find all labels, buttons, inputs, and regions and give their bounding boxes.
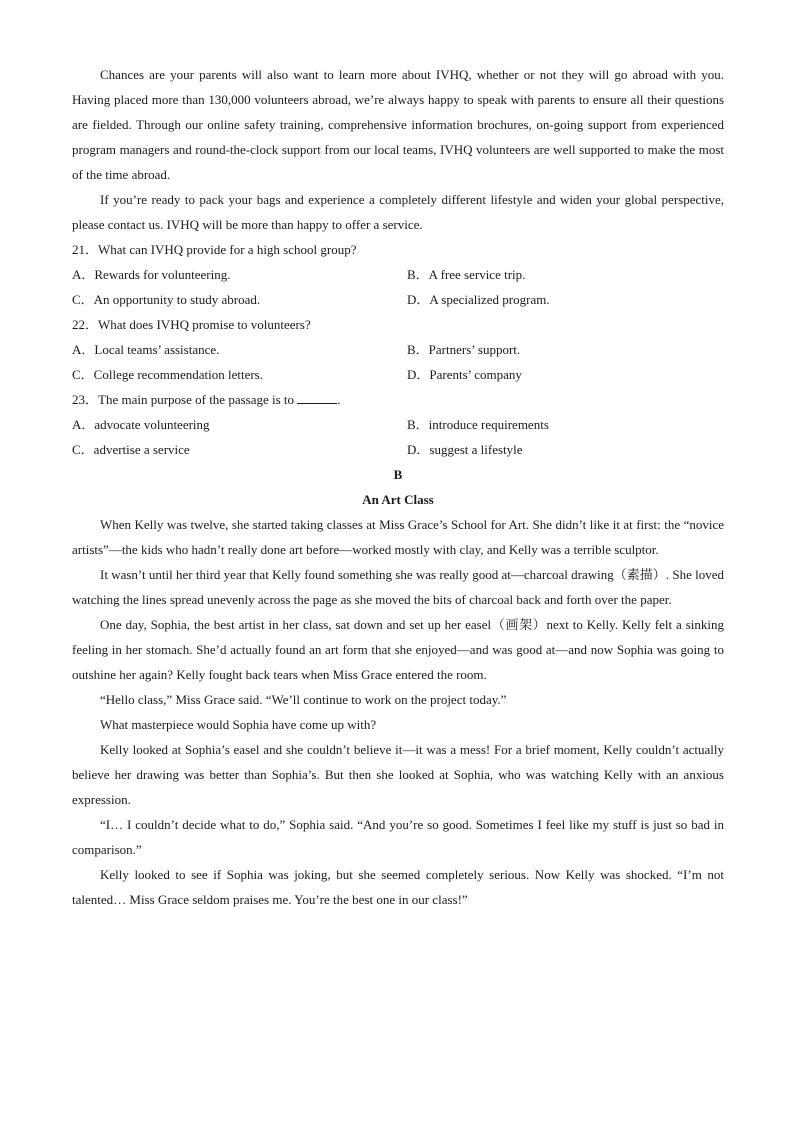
question-22-options-row-1 — [72, 337, 724, 362]
question-21-stem: 21．What can IVHQ provide for a high school group? — [72, 242, 357, 257]
story-paragraph: “Hello class,” Miss Grace said. “We’ll continue to work on the project today.” — [100, 692, 507, 707]
question-22-options-row-2 — [72, 362, 724, 387]
question-23-option-c: C．advertise a service — [72, 442, 190, 457]
question-23-stem-text: 23．The main purpose of the passage is to — [72, 392, 298, 407]
question-22-option-a: A．Local teams’ assistance. — [72, 342, 220, 357]
intro-paragraph-2: If you’re ready to pack your bags and experience a completely different lifestyle and widen your global perspective, please contact us. IVHQ will be more than happy to offer a service. — [72, 192, 724, 232]
question-23-options-row-1 — [72, 412, 724, 437]
section-letter: B — [393, 467, 403, 482]
story-paragraph: It wasn’t until her third year that Kelly found something she was really good at—charcoal drawing（素描）. She loved watching the lines spread unevenly across the page as she moved the bits of charcoal back and forth over the paper. — [72, 567, 724, 607]
question-21-options-row-2 — [72, 287, 724, 312]
question-23-stem — [72, 387, 724, 412]
question-23-option-b: B．introduce requirements — [407, 417, 549, 432]
document-page — [72, 62, 724, 912]
intro-paragraph-1: Chances are your parents will also want to learn more about IVHQ, whether or not they will go abroad with you. Having placed more than 130,000 volunteers abroad, we’re always happy to speak with parents to ensure all their questions are fielded. Through our online safety training, comprehensive information brochures, on-going support from experienced program managers and round-the-clock support from our local teams, IVHQ volunteers are well supported to make the most of the time abroad. — [72, 67, 724, 182]
question-23-option-a: A．advocate volunteering — [72, 417, 210, 432]
story-paragraph: Kelly looked to see if Sophia was joking, but she seemed completely serious. Now Kelly was shocked. “I’m not talented… Miss Grace seldom praises me. You’re the best one in our class!” — [72, 867, 724, 907]
question-23-options-row-2 — [72, 437, 724, 462]
story-paragraph: “I… I couldn’t decide what to do,” Sophia said. “And you’re so good. Sometimes I feel like my stuff is just so bad in comparison.” — [72, 817, 724, 857]
question-23-stem-end: . — [337, 392, 341, 407]
story-paragraph: One day, Sophia, the best artist in her class, sat down and set up her easel（画架）next to Kelly. Kelly felt a sinking feeling in her stomach. She’d actually found an art form that she enjoyed—and was good at—and now Sophia was going to outshine her again? Kelly fought back tears when Miss Grace entered the room. — [72, 617, 724, 682]
answer-blank — [297, 389, 337, 404]
section-title: An Art Class — [362, 492, 434, 507]
question-21-option-a: A．Rewards for volunteering. — [72, 267, 231, 282]
question-21-option-c: C．An opportunity to study abroad. — [72, 292, 261, 307]
question-22-option-d: D．Parents’ company — [407, 367, 522, 382]
story-paragraph: What masterpiece would Sophia have come up with? — [100, 717, 377, 732]
story-paragraph: When Kelly was twelve, she started taking classes at Miss Grace’s School for Art. She didn’t like it at first: the “novice artists”—the kids who hadn’t really done art before—worked mostly with clay, and Kelly was a terrible sculptor. — [72, 517, 724, 557]
story-paragraph: Kelly looked at Sophia’s easel and she couldn’t believe it—it was a mess! For a brief moment, Kelly couldn’t actually believe her drawing was better than Sophia’s. But then she looked at Sophia, who was watching Kelly with an anxious expression. — [72, 742, 724, 807]
question-21-option-b: B．A free service trip. — [407, 267, 526, 282]
question-22-stem: 22．What does IVHQ promise to volunteers? — [72, 317, 311, 332]
question-22-option-c: C．College recommendation letters. — [72, 367, 263, 382]
question-22-option-b: B．Partners’ support. — [407, 342, 521, 357]
question-21-options-row-1 — [72, 262, 724, 287]
question-21-option-d: D．A specialized program. — [407, 292, 550, 307]
question-23-option-d: D．suggest a lifestyle — [407, 442, 523, 457]
